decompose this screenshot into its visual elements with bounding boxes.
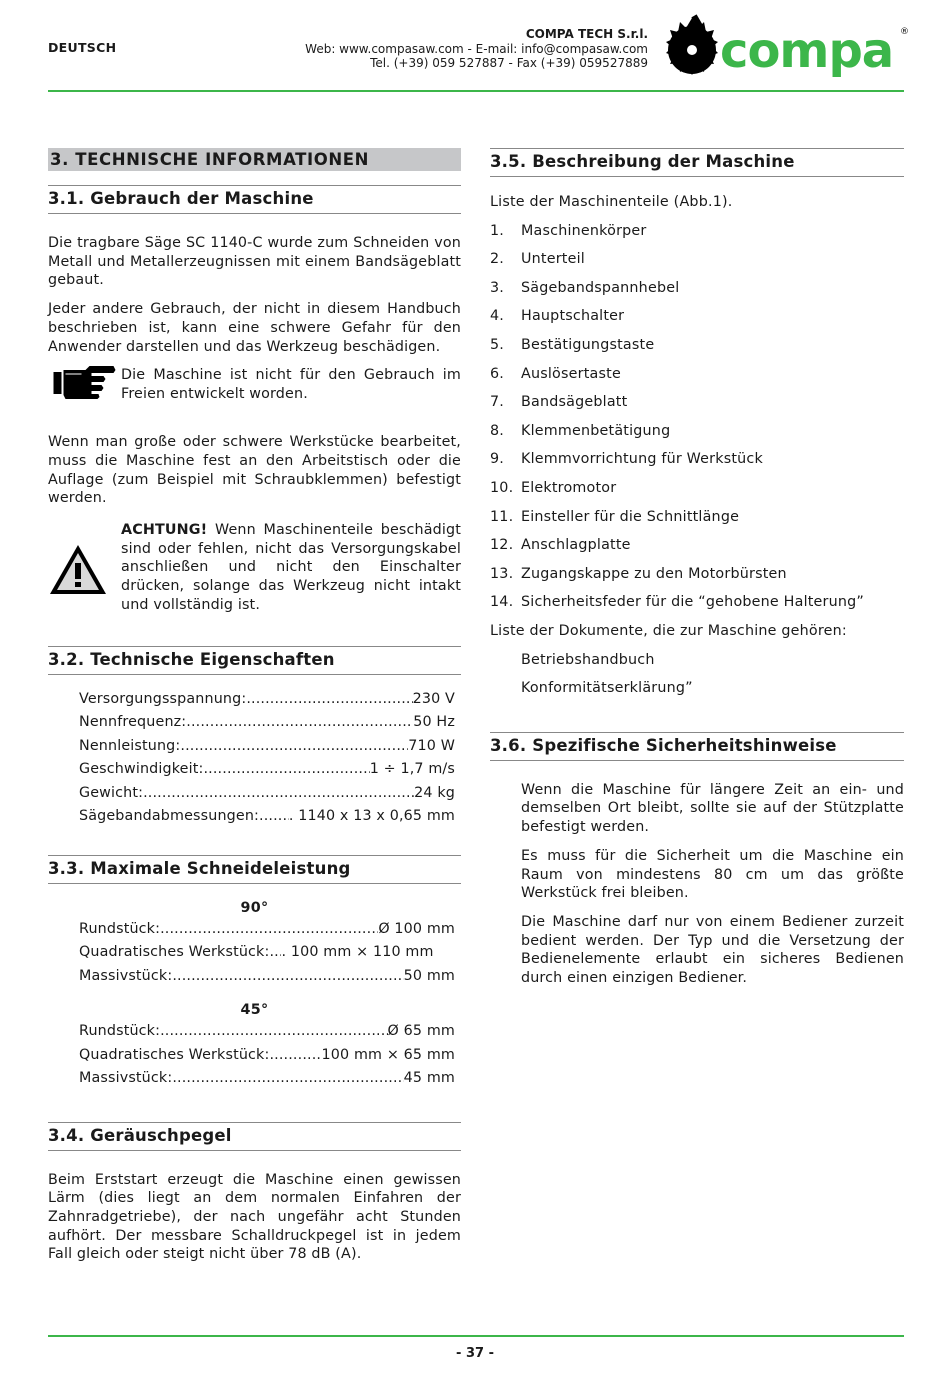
spec-row: Nennleistung: ..... 710 W bbox=[79, 735, 455, 759]
footer-divider bbox=[48, 1335, 904, 1337]
safety-paragraph-1: Wenn die Maschine für längere Zeit an ein- und demselben Ort bleibt, sollte sie auf der Stützplatte befestigt werden. bbox=[521, 781, 904, 836]
list-item: 5. Bestätigungstaste bbox=[490, 336, 655, 353]
warning-block bbox=[48, 521, 461, 615]
svg-text:®: ® bbox=[900, 27, 909, 37]
list-item: 11. Einsteller für die Schnittlänge bbox=[490, 508, 740, 525]
warning-triangle-icon bbox=[48, 543, 108, 597]
warning-body: Wenn Maschinenteile beschädigt sind oder fehlen, nicht das Versorgungskabel anschließen und nicht den Einschalter drücken, solange das Werkzeug nicht intakt und vollständig ist. bbox=[121, 522, 461, 613]
left-column bbox=[48, 148, 461, 1264]
list-item: 10. Elektromotor bbox=[490, 479, 617, 496]
list-item: 12. Anschlagplatte bbox=[490, 537, 631, 554]
documents-list-intro: Liste der Dokumente, die zur Maschine gehören: bbox=[490, 622, 847, 639]
safety-notes bbox=[521, 781, 904, 988]
company-info bbox=[305, 27, 648, 71]
section-3-4-title: 3.4. Geräuschpegel bbox=[48, 1122, 461, 1151]
section-3-5-title: 3.5. Beschreibung der Maschine bbox=[490, 148, 904, 177]
company-name: COMPA TECH S.r.l. bbox=[525, 27, 648, 41]
document-item: Konformitätserklärung” bbox=[521, 680, 693, 697]
spec-row: Versorgungsspannung: ..... 230 V bbox=[79, 688, 455, 712]
spec-row: Sägebandabmessungen: ..... . 1140 x 13 x 0,65 mm bbox=[79, 805, 455, 829]
capacity-row: Rundstück: ..... Ø 100 mm bbox=[79, 918, 455, 942]
list-item: 9. Klemmvorrichtung für Werkstück bbox=[490, 451, 763, 468]
machine-parts-list bbox=[490, 188, 904, 703]
section-3-2-title: 3.2. Technische Eigenschaften bbox=[48, 646, 461, 675]
list-item: 7. Bandsägeblatt bbox=[490, 394, 628, 411]
company-web-email: Web: www.compasaw.com - E-mail: info@compasaw.com bbox=[305, 41, 648, 56]
technical-specs bbox=[79, 688, 455, 829]
header-divider bbox=[48, 90, 904, 92]
outdoor-note-text: Die Maschine ist nicht für den Gebrauch im Freien entwickelt worden. bbox=[121, 367, 461, 402]
cutting-capacity-90 bbox=[79, 918, 455, 989]
pointing-hand-icon bbox=[48, 362, 121, 400]
capacity-row: Massivstück: ..... 45 mm bbox=[79, 1067, 455, 1091]
compa-logo bbox=[664, 12, 914, 78]
safety-paragraph-2: Es muss für die Sicherheit um die Maschine ein Raum von mindestens 80 cm um das größte Werkstück frei bleiben. bbox=[521, 847, 904, 902]
document-item: Betriebshandbuch bbox=[521, 651, 655, 668]
section-3-4-paragraph: Beim Erststart erzeugt die Maschine einen gewissen Lärm (dies liegt an dem normalen Einfahren der Zahnradgetriebe), der nach ungefähr acht Stunden aufhört. Der messbare Schalldruckpegel ist in jedem Fall gleich oder steigt nicht über 78 dB (A). bbox=[48, 1171, 461, 1263]
spec-row: Nennfrequenz: ..... 50 Hz bbox=[79, 711, 455, 735]
capacity-row: Massivstück: ..... 50 mm bbox=[79, 965, 455, 989]
section-3-1-paragraph-3: Wenn man große oder schwere Werkstücke bearbeitet, muss die Maschine fest an den Arbeitstisch oder die Auflage (zum Beispiel mit Schraubklemmen) befestigt werden. bbox=[48, 434, 461, 507]
list-item: 13. Zugangskappe zu den Motorbürsten bbox=[490, 565, 787, 582]
list-item: 8. Klemmenbetätigung bbox=[490, 422, 671, 439]
capacity-row: Quadratisches Werkstück: ..... . 100 mm × 110 mm bbox=[79, 941, 455, 965]
angle-45-heading: 45° bbox=[240, 1002, 269, 1019]
parts-list-intro: Liste der Maschinenteile (Abb.1). bbox=[490, 194, 733, 210]
capacity-row: Quadratisches Werkstück: ..... 100 mm × 65 mm bbox=[79, 1044, 455, 1068]
list-item: 6. Auslösertaste bbox=[490, 365, 621, 382]
list-item: 4. Hauptschalter bbox=[490, 308, 625, 325]
right-column bbox=[490, 148, 904, 988]
section-3-1-paragraph-2: Jeder andere Gebrauch, der nicht in diesem Handbuch beschrieben ist, kann eine schwere Gefahr für den Anwender darstellen und das Werkzeug beschädigen. bbox=[48, 301, 461, 355]
section-3-6-title: 3.6. Spezifische Sicherheitshinweise bbox=[490, 732, 904, 761]
language-label: DEUTSCH bbox=[48, 40, 117, 55]
list-item: 14. Sicherheitsfeder für die “gehobene Halterung” bbox=[490, 594, 865, 611]
angle-90-heading: 90° bbox=[240, 899, 269, 916]
spec-row: Gewicht: ..... 24 kg bbox=[79, 782, 455, 806]
safety-paragraph-3: Die Maschine darf nur von einem Bediener zurzeit bedient werden. Der Typ und die Versetzung der Bedienelemente erlaubt ein sicheres Bedienen durch einen einzigen Bediener. bbox=[521, 913, 904, 987]
section-3-1-paragraph-1: Die tragbare Säge SC 1140-C wurde zum Schneiden von Metall und Metallerzeugnissen mit einem Bandsägeblatt gebaut. bbox=[48, 235, 461, 289]
capacity-row: Rundstück: ..... Ø 65 mm bbox=[79, 1020, 455, 1044]
spec-row: Geschwindigkeit: ..... 1 ÷ 1,7 m/s bbox=[79, 758, 455, 782]
warning-text bbox=[121, 521, 461, 615]
list-item: 3. Sägebandspannhebel bbox=[490, 279, 680, 296]
page-number: - 37 - bbox=[456, 1346, 494, 1361]
saw-blade-icon bbox=[666, 14, 718, 75]
list-item: 2. Unterteil bbox=[490, 251, 585, 268]
company-phone-fax: Tel. (+39) 059 527887 - Fax (+39) 059527889 bbox=[370, 56, 648, 70]
svg-text:compa: compa bbox=[720, 23, 894, 78]
list-item: 1. Maschinenkörper bbox=[490, 222, 647, 239]
chapter-title: 3. TECHNISCHE INFORMATIONEN bbox=[48, 148, 461, 171]
cutting-capacity-45 bbox=[79, 1020, 455, 1091]
section-3-3-title: 3.3. Maximale Schneideleistung bbox=[48, 855, 461, 884]
section-3-1-title: 3.1. Gebrauch der Maschine bbox=[48, 185, 461, 214]
outdoor-note bbox=[48, 366, 461, 423]
warning-label: ACHTUNG! bbox=[121, 522, 208, 539]
